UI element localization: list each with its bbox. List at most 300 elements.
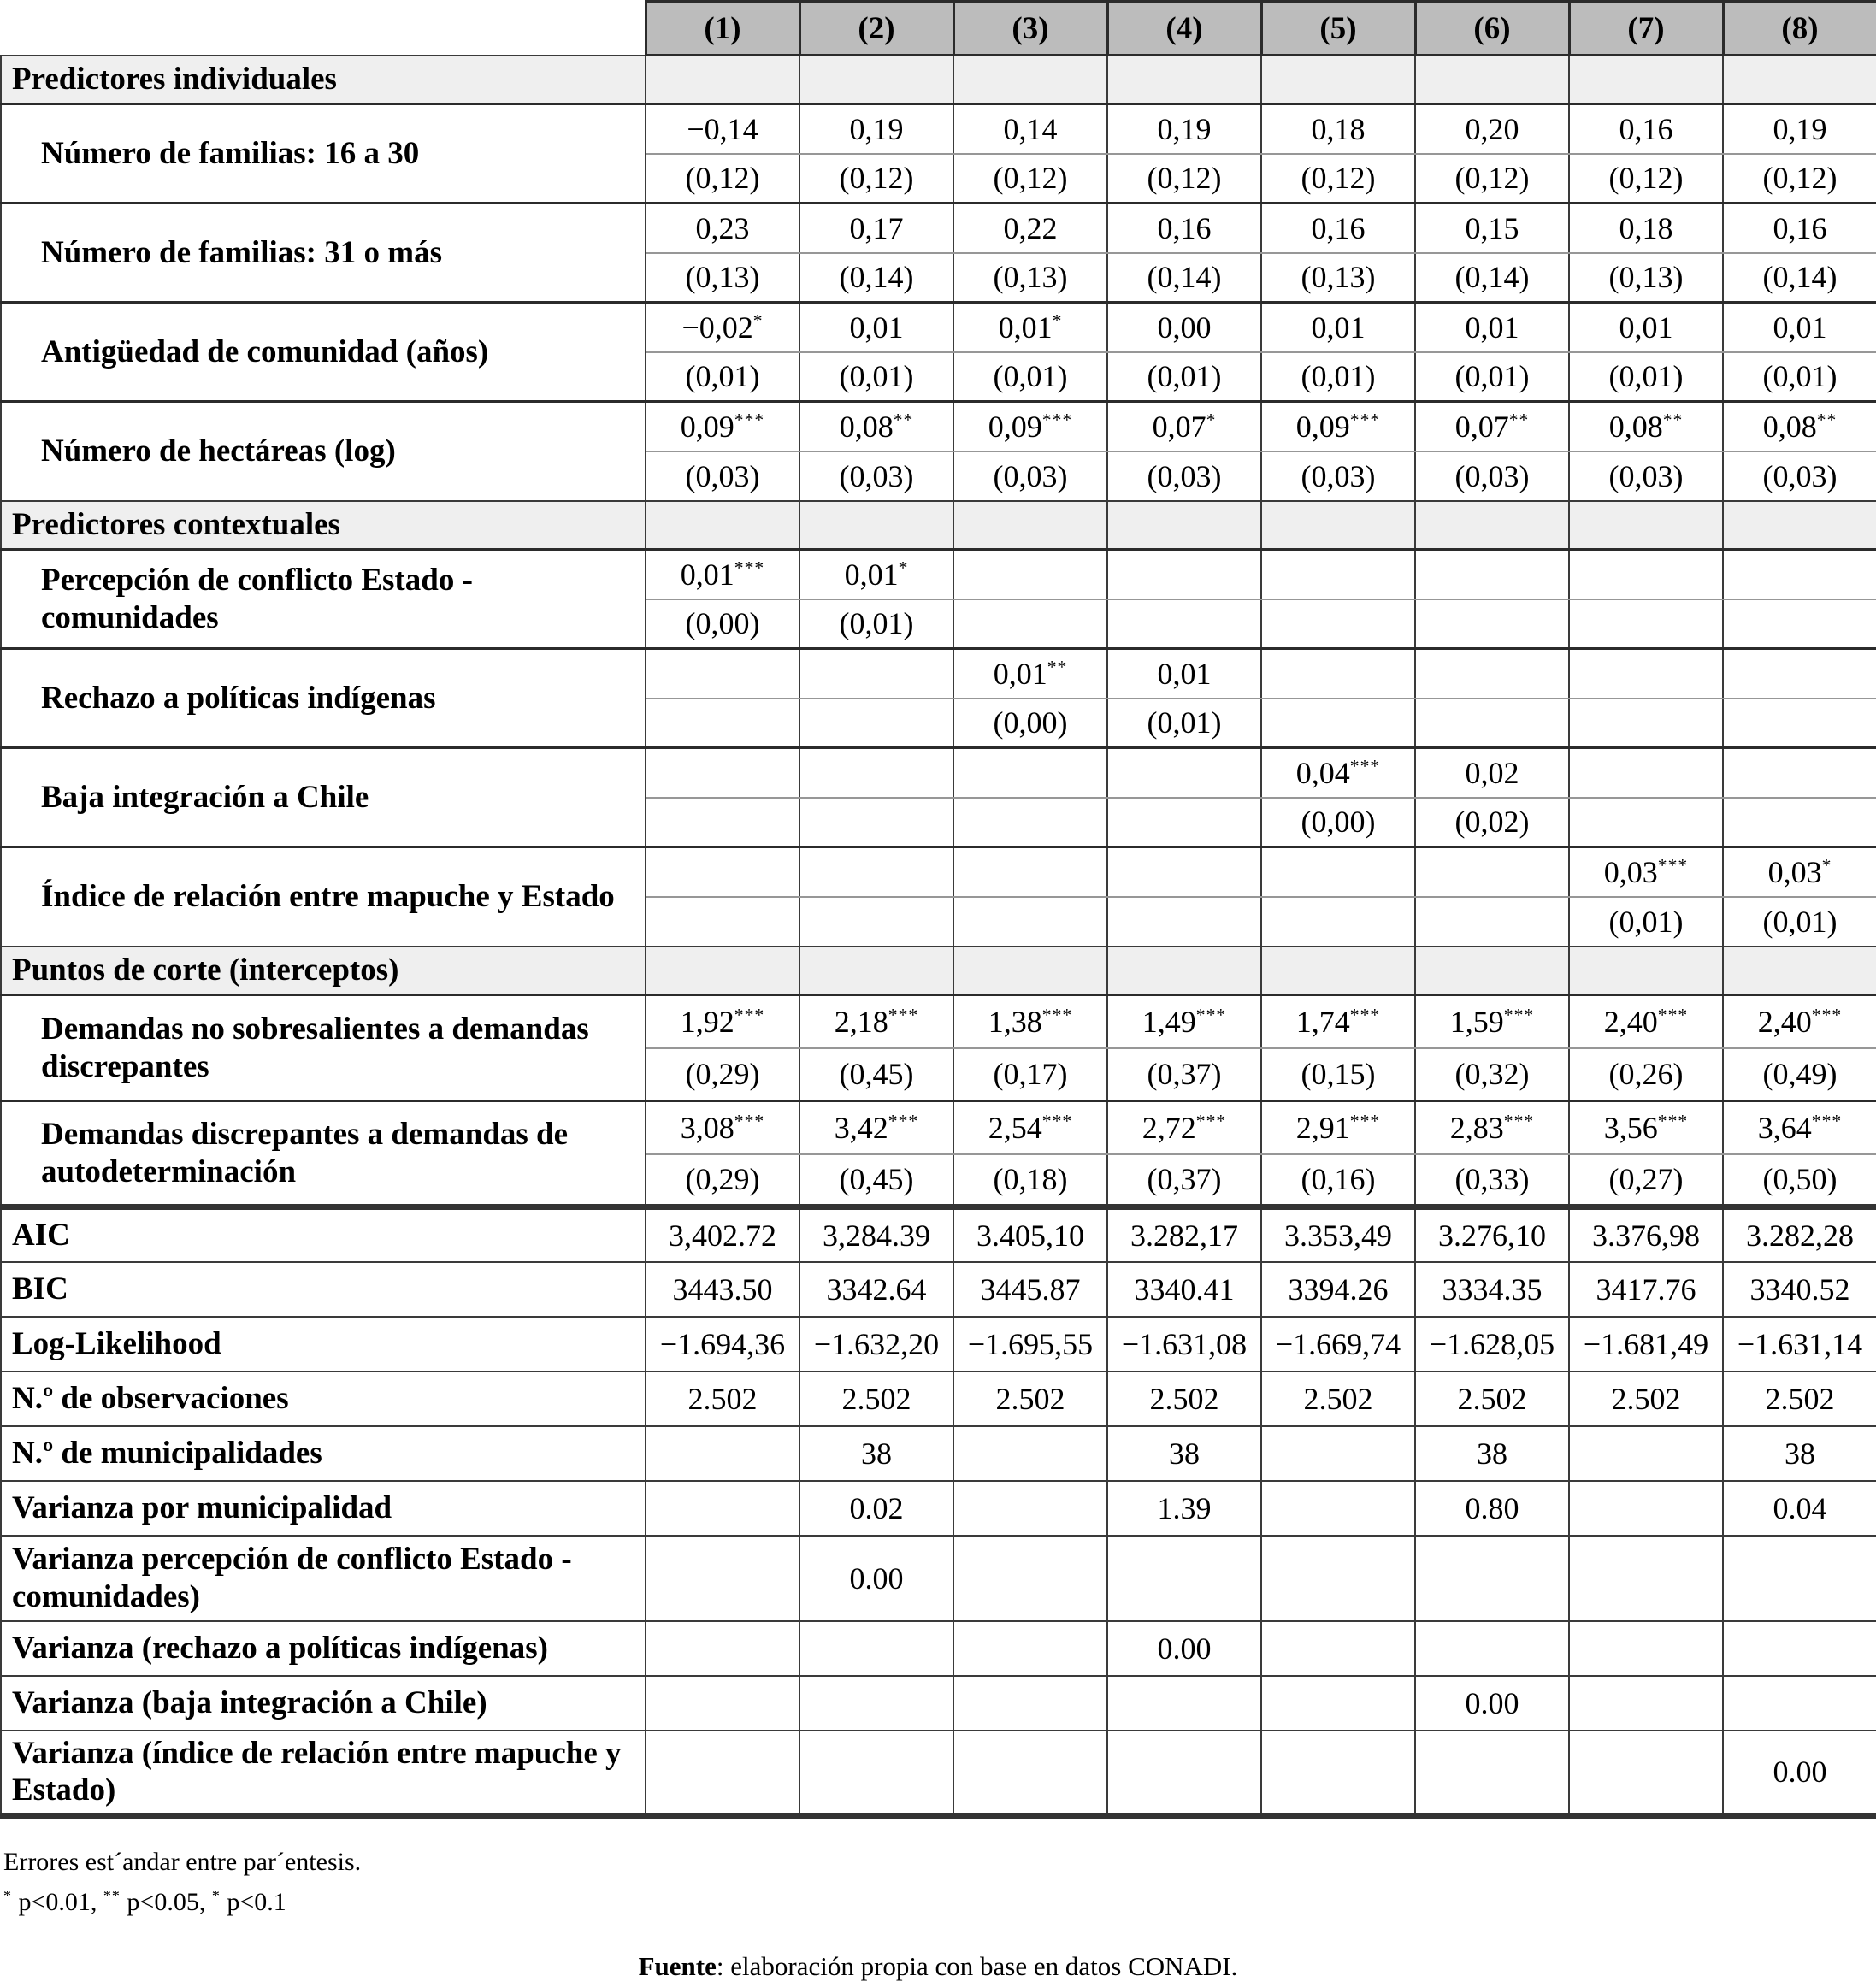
se-cell: (0,27) bbox=[1569, 1154, 1723, 1207]
estimate-cell: 0,16 bbox=[1261, 204, 1415, 253]
estimate-cell: 0,16 bbox=[1107, 204, 1261, 253]
estimate-cell: 2,18*** bbox=[799, 995, 953, 1048]
se-cell: (0,12) bbox=[799, 154, 953, 204]
results-table-body bbox=[1, 56, 1876, 1816]
estimate-cell bbox=[799, 847, 953, 897]
estimate-cell bbox=[1261, 550, 1415, 599]
stat-cell: 38 bbox=[1415, 1426, 1569, 1481]
stat-cell: 2.502 bbox=[1723, 1371, 1876, 1426]
section-cell bbox=[1569, 501, 1723, 550]
stat-cell: 2.502 bbox=[1415, 1371, 1569, 1426]
stat-cell: 3.376,98 bbox=[1569, 1207, 1723, 1262]
se-cell: (0,03) bbox=[646, 451, 799, 501]
stat-cell: 0.00 bbox=[1723, 1731, 1876, 1816]
se-cell: (0,13) bbox=[1261, 253, 1415, 303]
stat-cell bbox=[1415, 1621, 1569, 1676]
stat-cell: 2.502 bbox=[646, 1371, 799, 1426]
se-cell: (0,14) bbox=[1415, 253, 1569, 303]
column-header: (5) bbox=[1261, 2, 1415, 56]
estimate-cell: 0,03*** bbox=[1569, 847, 1723, 897]
estimate-cell bbox=[1569, 649, 1723, 699]
column-header: (7) bbox=[1569, 2, 1723, 56]
section-cell bbox=[1415, 501, 1569, 550]
se-cell: (0,03) bbox=[953, 451, 1107, 501]
se-cell bbox=[799, 699, 953, 748]
estimate-cell: 2,40*** bbox=[1569, 995, 1723, 1048]
se-cell: (0,01) bbox=[1723, 897, 1876, 947]
estimate-cell: 0,07* bbox=[1107, 402, 1261, 451]
se-cell bbox=[646, 897, 799, 947]
estimate-row bbox=[1, 1101, 1876, 1154]
stat-cell: 3445.87 bbox=[953, 1262, 1107, 1317]
corner-cell bbox=[1, 2, 646, 56]
se-cell: (0,15) bbox=[1261, 1048, 1415, 1101]
section-cell bbox=[1261, 56, 1415, 104]
stat-cell: 38 bbox=[1723, 1426, 1876, 1481]
estimate-cell: 2,91*** bbox=[1261, 1101, 1415, 1154]
stat-cell bbox=[646, 1536, 799, 1621]
stat-cell bbox=[1569, 1536, 1723, 1621]
section-cell bbox=[1569, 56, 1723, 104]
se-cell bbox=[1569, 798, 1723, 847]
row-label: Antigüedad de comunidad (años) bbox=[1, 303, 646, 402]
stat-cell: 0.02 bbox=[799, 1481, 953, 1536]
stat-cell bbox=[799, 1621, 953, 1676]
stat-cell bbox=[953, 1676, 1107, 1731]
stat-cell: 0.80 bbox=[1415, 1481, 1569, 1536]
se-cell: (0,01) bbox=[1415, 352, 1569, 402]
se-cell: (0,01) bbox=[953, 352, 1107, 402]
se-cell bbox=[1569, 599, 1723, 649]
se-cell: (0,13) bbox=[953, 253, 1107, 303]
estimate-row bbox=[1, 550, 1876, 599]
se-cell bbox=[1723, 798, 1876, 847]
section-cell bbox=[1261, 947, 1415, 995]
estimate-cell: 2,54*** bbox=[953, 1101, 1107, 1154]
estimate-cell: 0,03* bbox=[1723, 847, 1876, 897]
se-cell: (0,29) bbox=[646, 1048, 799, 1101]
stat-cell bbox=[646, 1676, 799, 1731]
section-cell bbox=[1723, 947, 1876, 995]
estimate-cell: 1,49*** bbox=[1107, 995, 1261, 1048]
row-label: Demandas discrepantes a demandas de autodeterminación bbox=[1, 1101, 646, 1207]
estimate-cell: 0,08** bbox=[1569, 402, 1723, 451]
se-cell bbox=[953, 798, 1107, 847]
se-cell bbox=[1261, 897, 1415, 947]
row-label: Número de familias: 31 o más bbox=[1, 204, 646, 303]
source-text: : elaboración propia con base en datos CONADI. bbox=[716, 1951, 1238, 1981]
stat-cell: −1.695,55 bbox=[953, 1317, 1107, 1371]
stat-cell: −1.631,14 bbox=[1723, 1317, 1876, 1371]
estimate-row bbox=[1, 402, 1876, 451]
se-cell: (0,03) bbox=[1723, 451, 1876, 501]
estimate-cell: −0,02* bbox=[646, 303, 799, 352]
section-cell bbox=[646, 947, 799, 995]
stat-cell bbox=[1107, 1536, 1261, 1621]
estimate-cell bbox=[646, 748, 799, 798]
stat-cell bbox=[1261, 1676, 1415, 1731]
estimate-cell bbox=[1723, 649, 1876, 699]
estimate-cell: 0,01 bbox=[1261, 303, 1415, 352]
estimate-cell: 2,83*** bbox=[1415, 1101, 1569, 1154]
se-cell bbox=[1415, 897, 1569, 947]
se-cell: (0,03) bbox=[799, 451, 953, 501]
estimate-cell: 1,92*** bbox=[646, 995, 799, 1048]
se-cell: (0,13) bbox=[1569, 253, 1723, 303]
estimate-cell: 0,16 bbox=[1569, 104, 1723, 154]
stat-cell: 2.502 bbox=[799, 1371, 953, 1426]
stat-row bbox=[1, 1317, 1876, 1371]
estimate-cell bbox=[1107, 847, 1261, 897]
section-cell bbox=[1107, 947, 1261, 995]
stat-cell bbox=[953, 1536, 1107, 1621]
stat-cell bbox=[1261, 1481, 1415, 1536]
stat-label: N.º de municipalidades bbox=[1, 1426, 646, 1481]
section-cell bbox=[799, 56, 953, 104]
stat-cell: −1.628,05 bbox=[1415, 1317, 1569, 1371]
stat-cell bbox=[953, 1731, 1107, 1816]
stat-cell bbox=[646, 1621, 799, 1676]
stat-label: Varianza (rechazo a políticas indígenas) bbox=[1, 1621, 646, 1676]
column-header: (3) bbox=[953, 2, 1107, 56]
stat-cell: 3.276,10 bbox=[1415, 1207, 1569, 1262]
section-cell bbox=[1723, 501, 1876, 550]
section-row bbox=[1, 501, 1876, 550]
se-cell: (0,29) bbox=[646, 1154, 799, 1207]
stat-cell: 1.39 bbox=[1107, 1481, 1261, 1536]
stat-cell: 3342.64 bbox=[799, 1262, 953, 1317]
stat-cell: 3340.41 bbox=[1107, 1262, 1261, 1317]
stat-row bbox=[1, 1676, 1876, 1731]
se-cell: (0,12) bbox=[1569, 154, 1723, 204]
se-cell: (0,45) bbox=[799, 1154, 953, 1207]
row-label: Percepción de conflicto Estado - comunidades bbox=[1, 550, 646, 649]
estimate-cell: 0,17 bbox=[799, 204, 953, 253]
stat-label: Varianza (índice de relación entre mapuche y Estado) bbox=[1, 1731, 646, 1816]
stat-cell: 0.00 bbox=[1107, 1621, 1261, 1676]
estimate-row bbox=[1, 748, 1876, 798]
se-cell bbox=[953, 599, 1107, 649]
stat-cell bbox=[1569, 1426, 1723, 1481]
stat-cell bbox=[1723, 1536, 1876, 1621]
stat-cell bbox=[646, 1426, 799, 1481]
se-cell bbox=[953, 897, 1107, 947]
estimate-cell bbox=[1107, 748, 1261, 798]
estimate-cell: 1,38*** bbox=[953, 995, 1107, 1048]
stat-cell bbox=[1415, 1536, 1569, 1621]
se-cell: (0,14) bbox=[799, 253, 953, 303]
stat-row bbox=[1, 1481, 1876, 1536]
stat-cell bbox=[1569, 1731, 1723, 1816]
estimate-cell: 0,09*** bbox=[1261, 402, 1415, 451]
stat-cell: 3340.52 bbox=[1723, 1262, 1876, 1317]
estimate-cell bbox=[1107, 550, 1261, 599]
section-cell bbox=[646, 501, 799, 550]
estimate-cell bbox=[953, 847, 1107, 897]
estimate-row bbox=[1, 104, 1876, 154]
estimate-cell: 0,19 bbox=[799, 104, 953, 154]
se-cell: (0,12) bbox=[646, 154, 799, 204]
estimate-cell: 2,40*** bbox=[1723, 995, 1876, 1048]
source-label: Fuente bbox=[638, 1951, 717, 1981]
stat-cell: 3.282,28 bbox=[1723, 1207, 1876, 1262]
se-cell: (0,18) bbox=[953, 1154, 1107, 1207]
se-cell bbox=[1723, 599, 1876, 649]
estimate-cell bbox=[1569, 748, 1723, 798]
se-cell: (0,01) bbox=[1569, 352, 1723, 402]
estimate-cell: −0,14 bbox=[646, 104, 799, 154]
stat-cell bbox=[1569, 1481, 1723, 1536]
estimate-cell: 0,01 bbox=[1415, 303, 1569, 352]
estimate-cell bbox=[1261, 649, 1415, 699]
stat-row bbox=[1, 1262, 1876, 1317]
estimate-row bbox=[1, 847, 1876, 897]
stat-cell: −1.631,08 bbox=[1107, 1317, 1261, 1371]
table-notes bbox=[0, 1843, 1876, 1922]
estimate-cell bbox=[1415, 649, 1569, 699]
stat-cell: 3,402.72 bbox=[646, 1207, 799, 1262]
se-cell: (0,01) bbox=[799, 352, 953, 402]
column-header: (1) bbox=[646, 2, 799, 56]
estimate-cell: 1,74*** bbox=[1261, 995, 1415, 1048]
stat-cell bbox=[1723, 1676, 1876, 1731]
stat-row bbox=[1, 1371, 1876, 1426]
estimate-cell bbox=[1723, 550, 1876, 599]
se-cell: (0,01) bbox=[1723, 352, 1876, 402]
estimate-cell: 0,01 bbox=[1107, 649, 1261, 699]
estimate-cell bbox=[1723, 748, 1876, 798]
estimate-cell bbox=[799, 649, 953, 699]
estimate-cell: 0,18 bbox=[1569, 204, 1723, 253]
row-label: Número de hectáreas (log) bbox=[1, 402, 646, 501]
se-cell bbox=[1107, 798, 1261, 847]
se-cell: (0,49) bbox=[1723, 1048, 1876, 1101]
estimate-cell: 0,08** bbox=[1723, 402, 1876, 451]
stat-cell bbox=[1415, 1731, 1569, 1816]
column-header: (2) bbox=[799, 2, 953, 56]
section-cell bbox=[953, 56, 1107, 104]
se-cell: (0,26) bbox=[1569, 1048, 1723, 1101]
se-cell: (0,00) bbox=[1261, 798, 1415, 847]
se-cell: (0,01) bbox=[1107, 699, 1261, 748]
stat-cell bbox=[953, 1481, 1107, 1536]
estimate-cell bbox=[953, 550, 1107, 599]
se-cell: (0,16) bbox=[1261, 1154, 1415, 1207]
stat-cell bbox=[1723, 1621, 1876, 1676]
row-label: Índice de relación entre mapuche y Estado bbox=[1, 847, 646, 947]
estimate-row bbox=[1, 649, 1876, 699]
se-cell: (0,12) bbox=[1723, 154, 1876, 204]
stat-label: AIC bbox=[1, 1207, 646, 1262]
se-cell: (0,50) bbox=[1723, 1154, 1876, 1207]
stat-cell bbox=[1261, 1536, 1415, 1621]
estimate-cell: 0,01 bbox=[1723, 303, 1876, 352]
estimate-cell: 0,07** bbox=[1415, 402, 1569, 451]
se-cell: (0,14) bbox=[1723, 253, 1876, 303]
stat-cell: 2.502 bbox=[1261, 1371, 1415, 1426]
estimate-cell bbox=[1415, 550, 1569, 599]
stat-row bbox=[1, 1621, 1876, 1676]
stat-cell: 38 bbox=[1107, 1426, 1261, 1481]
row-label: Baja integración a Chile bbox=[1, 748, 646, 847]
se-cell: (0,03) bbox=[1415, 451, 1569, 501]
stat-label: Log-Likelihood bbox=[1, 1317, 646, 1371]
estimate-cell: 0,09*** bbox=[953, 402, 1107, 451]
se-cell bbox=[1723, 699, 1876, 748]
stat-label: Varianza por municipalidad bbox=[1, 1481, 646, 1536]
estimate-cell: 0,23 bbox=[646, 204, 799, 253]
estimate-cell: 2,72*** bbox=[1107, 1101, 1261, 1154]
se-cell: (0,00) bbox=[953, 699, 1107, 748]
stat-cell: 2.502 bbox=[1569, 1371, 1723, 1426]
estimate-cell bbox=[953, 748, 1107, 798]
stat-label: Varianza (baja integración a Chile) bbox=[1, 1676, 646, 1731]
estimate-cell: 0,00 bbox=[1107, 303, 1261, 352]
se-cell: (0,13) bbox=[646, 253, 799, 303]
se-cell bbox=[1569, 699, 1723, 748]
se-cell: (0,03) bbox=[1569, 451, 1723, 501]
se-cell: (0,03) bbox=[1261, 451, 1415, 501]
stat-cell: 3443.50 bbox=[646, 1262, 799, 1317]
se-cell bbox=[1415, 599, 1569, 649]
stat-cell bbox=[953, 1621, 1107, 1676]
se-cell: (0,33) bbox=[1415, 1154, 1569, 1207]
estimate-cell: 0,01 bbox=[799, 303, 953, 352]
se-cell: (0,01) bbox=[646, 352, 799, 402]
se-cell: (0,02) bbox=[1415, 798, 1569, 847]
estimate-cell: 0,22 bbox=[953, 204, 1107, 253]
stat-cell bbox=[799, 1676, 953, 1731]
stat-cell: −1.694,36 bbox=[646, 1317, 799, 1371]
se-cell bbox=[1261, 599, 1415, 649]
stat-cell: 3.282,17 bbox=[1107, 1207, 1261, 1262]
se-cell bbox=[799, 798, 953, 847]
se-cell: (0,12) bbox=[1107, 154, 1261, 204]
stat-cell bbox=[646, 1731, 799, 1816]
se-cell: (0,37) bbox=[1107, 1048, 1261, 1101]
estimate-cell: 0,14 bbox=[953, 104, 1107, 154]
se-cell: (0,17) bbox=[953, 1048, 1107, 1101]
estimate-cell: 0,01 bbox=[1569, 303, 1723, 352]
estimate-cell bbox=[646, 847, 799, 897]
stat-row bbox=[1, 1426, 1876, 1481]
section-cell bbox=[799, 501, 953, 550]
stat-cell: −1.632,20 bbox=[799, 1317, 953, 1371]
se-cell: (0,01) bbox=[1569, 897, 1723, 947]
estimate-cell: 3,08*** bbox=[646, 1101, 799, 1154]
estimate-cell: 0,19 bbox=[1723, 104, 1876, 154]
section-row bbox=[1, 947, 1876, 995]
section-label: Puntos de corte (interceptos) bbox=[1, 947, 646, 995]
se-cell: (0,14) bbox=[1107, 253, 1261, 303]
stat-cell: 38 bbox=[799, 1426, 953, 1481]
se-cell: (0,00) bbox=[646, 599, 799, 649]
se-cell: (0,01) bbox=[1261, 352, 1415, 402]
se-cell: (0,32) bbox=[1415, 1048, 1569, 1101]
estimate-cell: 3,42*** bbox=[799, 1101, 953, 1154]
estimate-cell bbox=[799, 748, 953, 798]
footnote-errors: Errores est´andar entre par´entesis. bbox=[3, 1848, 362, 1876]
stat-cell bbox=[1569, 1621, 1723, 1676]
estimate-cell: 0,15 bbox=[1415, 204, 1569, 253]
se-cell: (0,12) bbox=[953, 154, 1107, 204]
stat-cell bbox=[1261, 1731, 1415, 1816]
stat-cell bbox=[953, 1426, 1107, 1481]
column-header: (4) bbox=[1107, 2, 1261, 56]
estimate-row bbox=[1, 995, 1876, 1048]
stat-label: BIC bbox=[1, 1262, 646, 1317]
estimate-cell: 3,64*** bbox=[1723, 1101, 1876, 1154]
row-label: Rechazo a políticas indígenas bbox=[1, 649, 646, 748]
estimate-cell bbox=[1569, 550, 1723, 599]
section-label: Predictores contextuales bbox=[1, 501, 646, 550]
estimate-cell bbox=[1261, 847, 1415, 897]
se-cell: (0,12) bbox=[1261, 154, 1415, 204]
stat-cell bbox=[799, 1731, 953, 1816]
column-header: (8) bbox=[1723, 2, 1876, 56]
stat-cell bbox=[1107, 1676, 1261, 1731]
estimate-cell: 0,19 bbox=[1107, 104, 1261, 154]
section-row bbox=[1, 56, 1876, 104]
stat-cell: 3.405,10 bbox=[953, 1207, 1107, 1262]
estimate-cell: 1,59*** bbox=[1415, 995, 1569, 1048]
stat-cell: 2.502 bbox=[953, 1371, 1107, 1426]
estimate-cell: 3,56*** bbox=[1569, 1101, 1723, 1154]
estimate-row bbox=[1, 204, 1876, 253]
stat-cell: 2.502 bbox=[1107, 1371, 1261, 1426]
stat-cell bbox=[1107, 1731, 1261, 1816]
section-cell bbox=[1415, 56, 1569, 104]
estimate-cell: 0,01* bbox=[799, 550, 953, 599]
se-cell: (0,03) bbox=[1107, 451, 1261, 501]
stat-cell: 3394.26 bbox=[1261, 1262, 1415, 1317]
stat-cell: 3417.76 bbox=[1569, 1262, 1723, 1317]
estimate-cell: 0,02 bbox=[1415, 748, 1569, 798]
estimate-cell: 0,18 bbox=[1261, 104, 1415, 154]
estimate-cell: 0,08** bbox=[799, 402, 953, 451]
se-cell bbox=[646, 798, 799, 847]
section-cell bbox=[1107, 501, 1261, 550]
section-cell bbox=[1723, 56, 1876, 104]
estimate-cell: 0,01* bbox=[953, 303, 1107, 352]
stat-cell: 3.353,49 bbox=[1261, 1207, 1415, 1262]
stat-cell bbox=[1261, 1426, 1415, 1481]
section-cell bbox=[646, 56, 799, 104]
stat-cell: 0.04 bbox=[1723, 1481, 1876, 1536]
stat-cell: 0.00 bbox=[799, 1536, 953, 1621]
row-label: Número de familias: 16 a 30 bbox=[1, 104, 646, 204]
estimate-cell: 0,09*** bbox=[646, 402, 799, 451]
se-cell: (0,01) bbox=[1107, 352, 1261, 402]
se-cell bbox=[1107, 897, 1261, 947]
stat-cell: −1.681,49 bbox=[1569, 1317, 1723, 1371]
stat-row bbox=[1, 1731, 1876, 1816]
section-cell bbox=[1569, 947, 1723, 995]
se-cell: (0,45) bbox=[799, 1048, 953, 1101]
footnote-significance: * p<0.01, ** p<0.05, * p<0.1 bbox=[3, 1886, 286, 1916]
stat-cell: −1.669,74 bbox=[1261, 1317, 1415, 1371]
estimate-row bbox=[1, 303, 1876, 352]
se-cell bbox=[646, 699, 799, 748]
section-cell bbox=[953, 501, 1107, 550]
estimate-cell: 0,04*** bbox=[1261, 748, 1415, 798]
section-cell bbox=[799, 947, 953, 995]
section-cell bbox=[1415, 947, 1569, 995]
estimate-cell: 0,16 bbox=[1723, 204, 1876, 253]
stat-label: N.º de observaciones bbox=[1, 1371, 646, 1426]
estimate-cell: 0,01** bbox=[953, 649, 1107, 699]
stat-cell bbox=[1261, 1621, 1415, 1676]
